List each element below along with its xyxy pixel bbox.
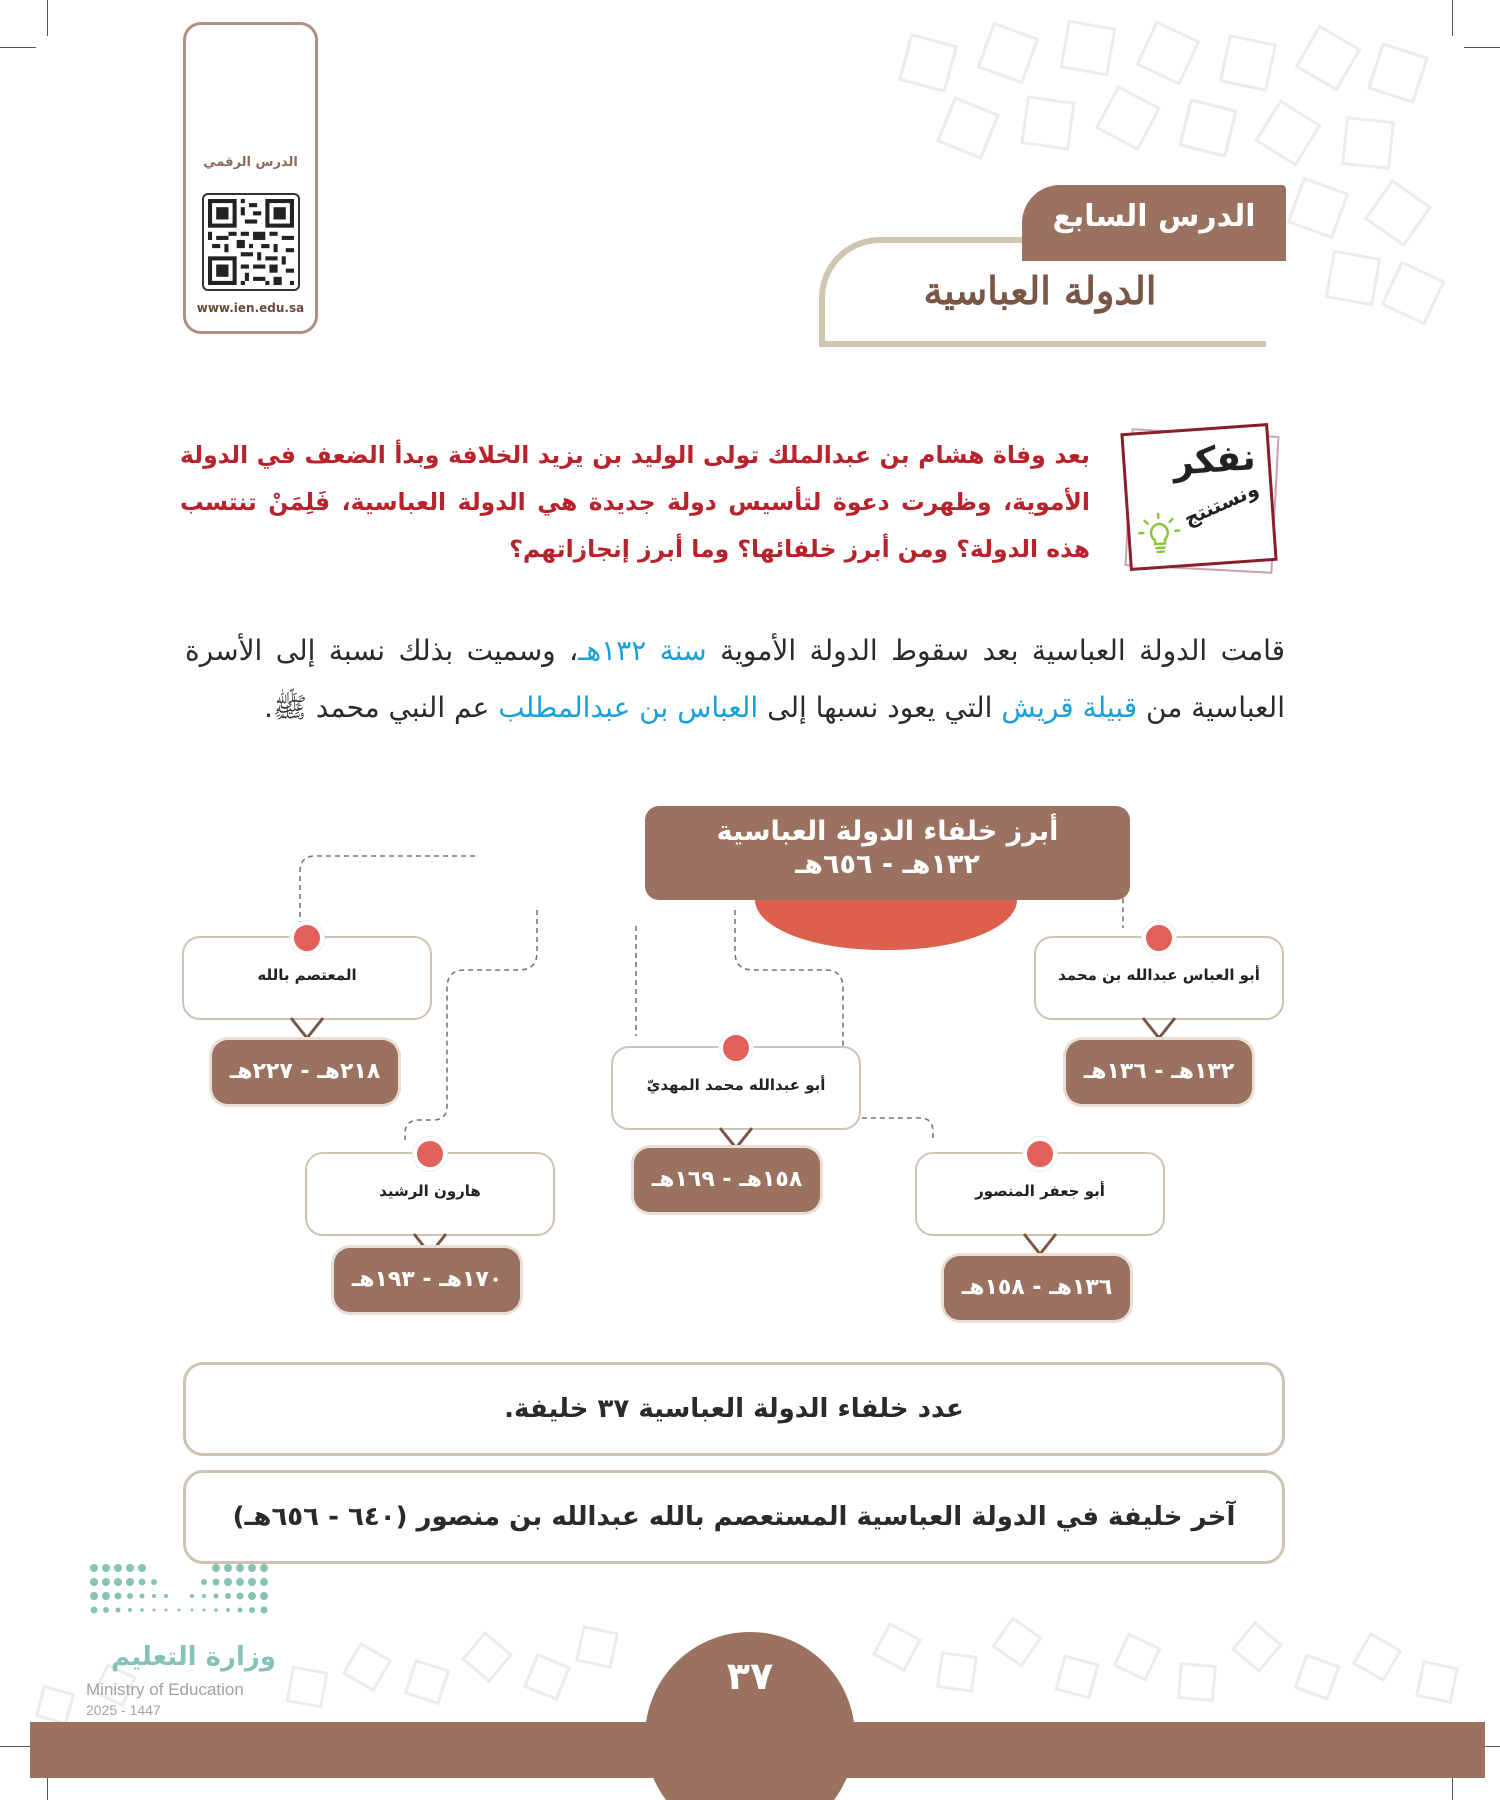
think-title: نفكر <box>1171 437 1257 484</box>
diagram-period: ١٣٢هـ - ٦٥٦هـ <box>795 849 980 880</box>
page-number-badge <box>645 1632 855 1800</box>
last-caliph-box: آخر خليفة في الدولة العباسية المستعصم بالله عبدالله بن منصور (٦٤٠ - ٦٥٦هـ) <box>183 1470 1285 1564</box>
caliph-card <box>182 936 432 1020</box>
caliph-card <box>1034 936 1284 1020</box>
lesson-number: الدرس السابع <box>1052 199 1256 234</box>
caliph-card <box>915 1152 1165 1236</box>
body-text-2: ، وسميت بذلك نسبة إلى الأسرة العباسية من <box>185 634 1285 724</box>
think-question-text: بعد وفاة هشام بن عبدالملك تولى الوليد بن يزيد الخلافة وبدأ الضعف في الدولة الأموية، وظهرت دعوة لتأسيس دولة جديدة هي الدولة العباسية، فَلِمَنْ تنتسب هذه الدولة؟ ومن أبرز خلفائها؟ وما أبرز إنجازاتهم؟ <box>180 441 1090 563</box>
caliph-years: ١٣٦هـ - ١٥٨هـ <box>944 1256 1130 1320</box>
caliph-name: هارون الرشيد <box>379 1182 481 1200</box>
page-number: ٣٧ <box>726 1654 774 1698</box>
caliph-name: أبو جعفر المنصور <box>975 1182 1105 1200</box>
think-box <box>1120 423 1277 571</box>
highlight-abbas: العباس بن عبدالمطلب <box>498 691 759 724</box>
caliph-years: ١٥٨هـ - ١٦٩هـ <box>634 1148 820 1212</box>
crop-mark <box>1464 47 1500 48</box>
ministry-logo <box>86 1560 276 1720</box>
lightbulb-icon <box>1135 510 1184 559</box>
caliph-dot <box>1023 1137 1057 1171</box>
caliph-card <box>305 1152 555 1236</box>
caliphs-count-box: عدد خلفاء الدولة العباسية ٣٧ خليفة. <box>183 1362 1285 1456</box>
crop-mark <box>1452 0 1453 36</box>
caliph-dot <box>413 1137 447 1171</box>
digital-lesson-label: الدرس الرقمي <box>203 155 298 170</box>
body-paragraph <box>185 622 1285 736</box>
caliph-name: المعتصم بالله <box>257 966 357 984</box>
caliph-years: ١٣٢هـ - ١٣٦هـ <box>1066 1040 1252 1104</box>
lesson-title: الدولة العباسية <box>923 268 1157 313</box>
qr-code-icon[interactable] <box>202 193 300 291</box>
ministry-year: 2025 - 1447 <box>86 1702 161 1718</box>
digital-lesson-card[interactable] <box>183 22 318 334</box>
ministry-name-arabic: وزارة التعليم <box>111 1642 276 1672</box>
highlight-year: سنة ١٣٢هـ <box>578 634 707 667</box>
caliph-card <box>611 1046 861 1130</box>
caliph-name: أبو العباس عبدالله بن محمد <box>1058 966 1260 984</box>
caliph-name: أبو عبدالله محمد المهديّ <box>646 1076 826 1094</box>
body-text-4: عم النبي محمد ﷺ. <box>264 691 499 724</box>
ministry-logo-dots <box>86 1560 276 1630</box>
body-text-1: قامت الدولة العباسية بعد سقوط الدولة الأموية <box>706 634 1286 667</box>
caliph-dot <box>719 1031 753 1065</box>
website-url[interactable]: www.ien.edu.sa <box>196 301 305 315</box>
caliph-years: ١٧٠هـ - ١٩٣هـ <box>334 1248 520 1312</box>
ministry-name-english: Ministry of Education <box>86 1680 244 1699</box>
diagram-title: أبرز خلفاء الدولة العباسية <box>716 816 1059 847</box>
crop-mark <box>47 0 48 36</box>
lesson-number-tab <box>1022 185 1286 261</box>
body-text-3: التي يعود نسبها إلى <box>758 691 1002 724</box>
caliphs-diagram <box>170 800 1300 1320</box>
caliph-dot <box>1142 921 1176 955</box>
caliph-dot <box>290 921 324 955</box>
caliph-years: ٢١٨هـ - ٢٢٧هـ <box>212 1040 398 1104</box>
crop-mark <box>0 47 36 48</box>
highlight-tribe: قبيلة قريش <box>1001 691 1138 724</box>
diagram-title-box <box>645 806 1130 900</box>
think-subtitle: ونستنتج <box>1179 476 1262 531</box>
